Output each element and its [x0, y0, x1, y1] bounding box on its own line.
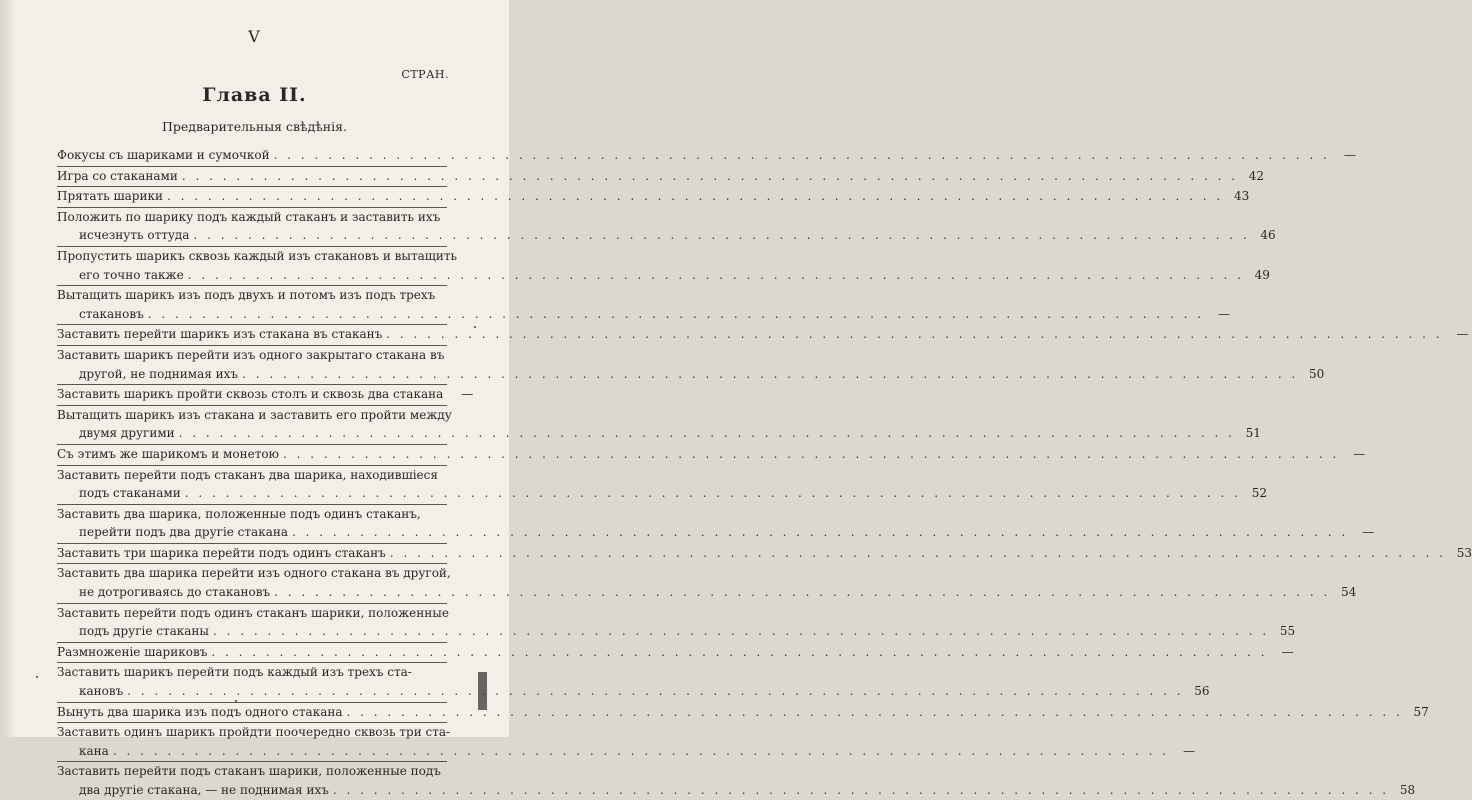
dot-leader [283, 445, 1339, 464]
toc-entry-text: Положить по шарику подъ каждый стаканъ и заставить ихъ [57, 209, 441, 224]
toc-page-number: — [1281, 644, 1294, 659]
toc-entry-text: Фокусы съ шариками и сумочкой [57, 148, 270, 162]
toc-entry-text: Заставить два шарика перейти изъ одного стакана въ другой, [57, 566, 451, 581]
dot-leader [193, 226, 1249, 245]
toc-page-number: 50 [1309, 366, 1325, 381]
ink-speck [235, 700, 237, 702]
toc-page-number: 53 [1456, 545, 1472, 560]
page-gutter [0, 0, 14, 737]
toc-entry-text: Заставить три шарика перейти подъ одинъ стаканъ [57, 545, 386, 560]
dot-leader [185, 484, 1241, 503]
toc-page-number: 51 [1245, 426, 1261, 441]
toc-entry-text: кана [79, 743, 109, 758]
toc-entry-text: Игра со стаканами [57, 168, 178, 183]
toc-entry [57, 762, 1416, 799]
toc-entry [57, 187, 1250, 206]
toc-page-number: — [1343, 148, 1356, 162]
dot-leader [274, 146, 1330, 165]
toc-entry [57, 167, 1265, 186]
toc-entry-text: Заставить перейти подъ стаканъ шарики, положенные подъ [57, 764, 441, 779]
dot-leader [182, 167, 1238, 186]
toc-entry [57, 146, 1356, 165]
dot-leader [390, 544, 1446, 563]
toc-page-number: — [461, 387, 474, 402]
ink-speck [474, 326, 476, 328]
dot-leader [188, 266, 1244, 285]
toc-entry [57, 723, 1196, 760]
toc-entry-text: Заставить перейти подъ одинъ стаканъ шарики, положенные [57, 605, 449, 620]
toc-page-number: — [1353, 446, 1366, 461]
toc-entry-text: Заставить перейти подъ стаканъ два шарика, находившіеся [57, 467, 438, 482]
toc-entry-text: Заставить два шарика, положенные подъ одинъ стаканъ, [57, 506, 421, 521]
toc-entry-text: Заставить одинъ шарикъ пройдти поочередно сквозь три ста- [57, 725, 451, 740]
toc-entry-text: Вынуть два шарика изъ подъ одного стакана [57, 704, 343, 719]
toc-page-number: 46 [1260, 228, 1276, 243]
ink-speck [36, 676, 38, 678]
toc-entry-text: Размноженіе шариковъ [57, 644, 208, 659]
toc-entry-text: подъ другіе стаканы [79, 624, 209, 639]
toc-entry-text: перейти подъ два другіе стакана [79, 525, 288, 540]
toc-entry [57, 286, 1231, 323]
toc-entry-text: стакановъ [79, 306, 144, 321]
dot-leader [113, 742, 1169, 761]
toc-entry-text: Прятать шарики [57, 189, 163, 204]
toc-entry-text: кановъ [79, 684, 124, 699]
toc-entry [57, 703, 1429, 722]
page-folio: V [248, 27, 261, 46]
dot-leader [292, 523, 1348, 542]
toc-entry [57, 325, 1469, 344]
toc-entry-text: исчезнуть оттуда [79, 228, 190, 243]
toc-entry [57, 406, 1261, 443]
toc-entry-text: подъ стаканами [79, 486, 181, 501]
toc-entry [57, 385, 474, 404]
toc-entry-text: Заставить шарикъ пройти сквозь столъ и сквозь два стакана [57, 387, 444, 402]
toc-page-number: — [1456, 327, 1469, 342]
toc-entry [57, 505, 1375, 542]
table-of-contents [57, 146, 1472, 800]
toc-page-number: — [1218, 306, 1231, 321]
page-blemish [478, 672, 487, 710]
dot-leader [213, 622, 1269, 641]
toc-entry-text: Заставить шарикъ перейти подъ каждый изъ трехъ ста- [57, 665, 412, 680]
toc-entry [57, 643, 1294, 662]
toc-page-number: — [1183, 743, 1196, 758]
dot-leader [127, 682, 1183, 701]
toc-page-number: 52 [1251, 486, 1267, 501]
toc-entry [57, 445, 1366, 464]
toc-entry [57, 663, 1210, 700]
toc-entry [57, 346, 1325, 383]
toc-page-number: 49 [1254, 267, 1270, 282]
toc-entry-text: Съ этимъ же шарикомъ и монетою [57, 446, 280, 461]
toc-entry-text: Пропустить шарикъ сквозь каждый изъ стакановъ и вытащить [57, 248, 458, 263]
toc-entry-text: двумя другими [79, 426, 175, 441]
toc-entry-text: Вытащить шарикъ изъ подъ двухъ и потомъ изъ подъ трехъ [57, 288, 436, 303]
dot-leader [333, 781, 1389, 800]
toc-entry-text: Вытащить шарикъ изъ стакана и заставить его пройти между [57, 407, 452, 422]
dot-leader [347, 703, 1403, 722]
toc-page-number: 42 [1248, 168, 1265, 183]
dot-leader [242, 365, 1298, 384]
toc-entry-text: его точно также [79, 267, 184, 282]
toc-entry-text: другой, не поднимая ихъ [79, 366, 239, 381]
dot-leader [211, 643, 1267, 662]
chapter-title: Глава II. [202, 84, 307, 106]
dot-leader [167, 187, 1223, 206]
toc-page-number: 57 [1413, 704, 1429, 719]
toc-page-number: 56 [1194, 684, 1210, 699]
toc-entry-text: Заставить перейти шарикъ изъ стакана въ стаканъ [57, 327, 383, 342]
toc-entry [57, 466, 1267, 503]
dot-leader [386, 325, 1442, 344]
toc-entry-text: два другіе стакана, — не поднимая ихъ [79, 783, 329, 797]
toc-entry-text: Заставить шарикъ перейти изъ одного закрытаго стакана въ [57, 347, 445, 362]
toc-entry [57, 544, 1472, 563]
section-title: Предварительныя свѣдѣнія. [161, 119, 348, 134]
toc-page-number: 43 [1233, 189, 1250, 204]
toc-page-number: — [1362, 525, 1375, 540]
toc-entry [57, 604, 1296, 641]
toc-entry [57, 208, 1276, 245]
dot-leader [179, 424, 1235, 443]
toc-page-number: 58 [1399, 783, 1416, 797]
toc-page-number: 55 [1279, 624, 1296, 639]
toc-page-number: 54 [1341, 585, 1357, 600]
toc-entry [57, 247, 1270, 284]
dot-leader [148, 305, 1204, 324]
dot-leader [274, 583, 1330, 602]
toc-entry [57, 564, 1357, 601]
toc-entry-text: не дотрогиваясь до стакановъ [79, 585, 271, 600]
page-column-heading: СТРАН. [401, 68, 449, 81]
